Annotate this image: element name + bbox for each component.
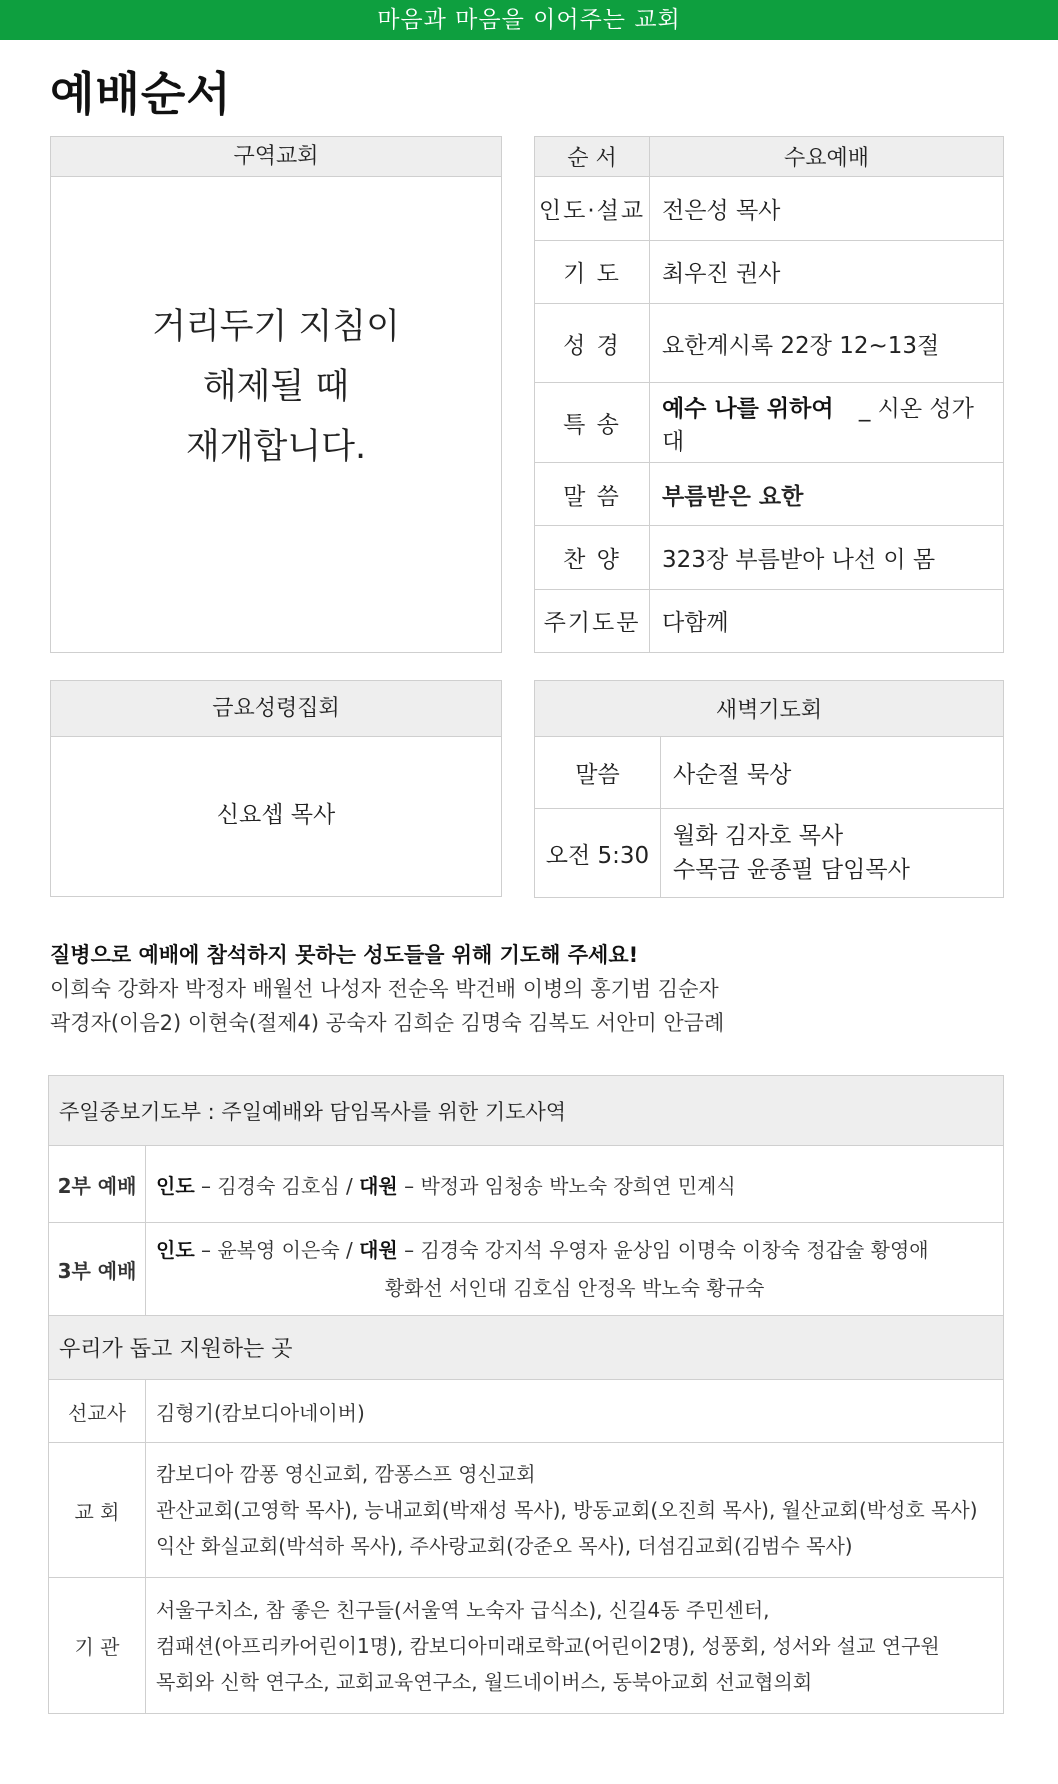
row-value: 사순절 묵상 xyxy=(661,737,1004,809)
district-message-line: 해제될 때 xyxy=(202,367,350,407)
row-value: 최우진 권사 xyxy=(650,240,1004,303)
page-title: 예배순서 xyxy=(50,67,232,121)
member-names: – 박정과 임청송 박노숙 장희연 민계식 xyxy=(397,1173,736,1198)
institution-line: 목회와 신학 연구소, 교회교육연구소, 월드네이버스, 동북아교회 선교협의회 xyxy=(156,1669,813,1694)
row-label: 말씀 xyxy=(535,737,661,809)
row-value xyxy=(661,809,1004,898)
dawn-prayer-table xyxy=(534,680,1004,898)
lead-names: – 김경숙 김호심 / xyxy=(194,1173,353,1198)
district-header: 구역교회 xyxy=(51,137,501,177)
special-song-cell xyxy=(650,383,1004,462)
service2-label: 2부 예배 xyxy=(49,1146,146,1223)
wednesday-service-header: 수요예배 xyxy=(650,137,1004,177)
row-label: 기 도 xyxy=(535,240,650,303)
row-label: 주기도문 xyxy=(535,589,650,652)
institution-list xyxy=(146,1578,1004,1714)
district-message-line: 재개합니다. xyxy=(185,427,367,467)
prayer-request-title: 질병으로 예배에 참석하지 못하는 성도들을 위해 기도해 주세요! xyxy=(50,943,639,967)
dawn-leader-line: 수목금 윤종필 담임목사 xyxy=(673,857,910,883)
row-label: 오전 5:30 xyxy=(535,809,661,898)
intercession-title: 주일중보기도부 : 주일예배와 담임목사를 위한 기도사역 xyxy=(49,1076,1004,1146)
lead-key: 인도 xyxy=(156,1238,195,1262)
support-title: 우리가 돕고 지원하는 곳 xyxy=(49,1316,1004,1380)
row-value: 323장 부름받아 나선 이 몸 xyxy=(650,526,1004,589)
member-names-cont: 황화선 서인대 김호심 안정옥 박노숙 황규숙 xyxy=(384,1276,765,1300)
missionary-label: 선교사 xyxy=(49,1380,146,1443)
row-label: 찬 양 xyxy=(535,526,650,589)
church-label: 교 회 xyxy=(49,1443,146,1578)
prayer-request-section xyxy=(50,938,1010,1040)
service3-label: 3부 예배 xyxy=(49,1223,146,1316)
institution-line: 서울구치소, 참 좋은 친구들(서울역 노숙자 급식소), 신길4동 주민센터, xyxy=(156,1597,770,1622)
dawn-leader-line: 월화 김자호 목사 xyxy=(673,823,844,849)
row-value: 전은성 목사 xyxy=(650,177,1004,240)
district-church-box xyxy=(50,136,502,653)
district-message-line: 거리두기 지침이 xyxy=(152,307,400,347)
dawn-header: 새벽기도회 xyxy=(535,681,1004,737)
member-key: 대원 xyxy=(359,1238,398,1262)
district-body xyxy=(51,177,501,652)
church-line: 익산 화실교회(박석하 목사), 주사랑교회(강준오 목사), 더섬김교회(김범수 목사) xyxy=(156,1534,853,1558)
row-value: 요한계시록 22장 12~13절 xyxy=(650,303,1004,382)
member-key: 대원 xyxy=(359,1173,398,1198)
wednesday-service-table xyxy=(534,136,1004,653)
member-names: – 김경숙 강지석 우영자 윤상임 이명숙 이창숙 정갑술 황영애 xyxy=(397,1238,929,1262)
special-song-title: 예수 나를 위하여 xyxy=(662,395,834,422)
friday-meeting-box xyxy=(50,680,502,897)
lead-names: – 윤복영 이은숙 / xyxy=(194,1238,353,1262)
row-label: 인도·설교 xyxy=(535,177,650,240)
institution-line: 컴패션(아프리카어린이1명), 캄보디아미래로학교(어린이2명), 성풍회, 성서와 설교 연구원 xyxy=(156,1633,940,1658)
order-column-header: 순 서 xyxy=(535,137,650,177)
sermon-title: 부름받은 요한 xyxy=(650,462,1004,525)
row-label: 특 송 xyxy=(535,383,650,462)
special-song-performer: _ 시온 성가대 xyxy=(662,395,974,455)
missionary-value: 김형기(캄보디아네이버) xyxy=(146,1380,1004,1443)
row-label: 말 씀 xyxy=(535,462,650,525)
service3-members xyxy=(146,1223,1004,1316)
prayer-names-line: 곽경자(이음2) 이현숙(절제4) 공숙자 김희순 김명숙 김복도 서안미 안금례 xyxy=(50,1011,725,1035)
row-value: 다함께 xyxy=(650,589,1004,652)
friday-preacher: 신요셉 목사 xyxy=(216,802,336,828)
church-line: 관산교회(고영학 목사), 능내교회(박재성 목사), 방동교회(오진희 목사), 월산교회(박성호 목사) xyxy=(156,1498,978,1522)
institution-label: 기 관 xyxy=(49,1578,146,1714)
intercession-support-table xyxy=(48,1075,1004,1714)
church-line: 캄보디아 깜퐁 영신교회, 깜퐁스프 영신교회 xyxy=(156,1462,536,1486)
church-list xyxy=(146,1443,1004,1578)
prayer-names-line: 이희숙 강화자 박정자 배월선 나성자 전순옥 박건배 이병의 홍기범 김순자 xyxy=(50,977,719,1001)
service2-members xyxy=(146,1146,1004,1223)
top-banner: 마음과 마음을 이어주는 교회 xyxy=(0,0,1058,40)
lead-key: 인도 xyxy=(156,1173,195,1198)
friday-header: 금요성령집회 xyxy=(51,681,501,737)
row-label: 성 경 xyxy=(535,303,650,382)
